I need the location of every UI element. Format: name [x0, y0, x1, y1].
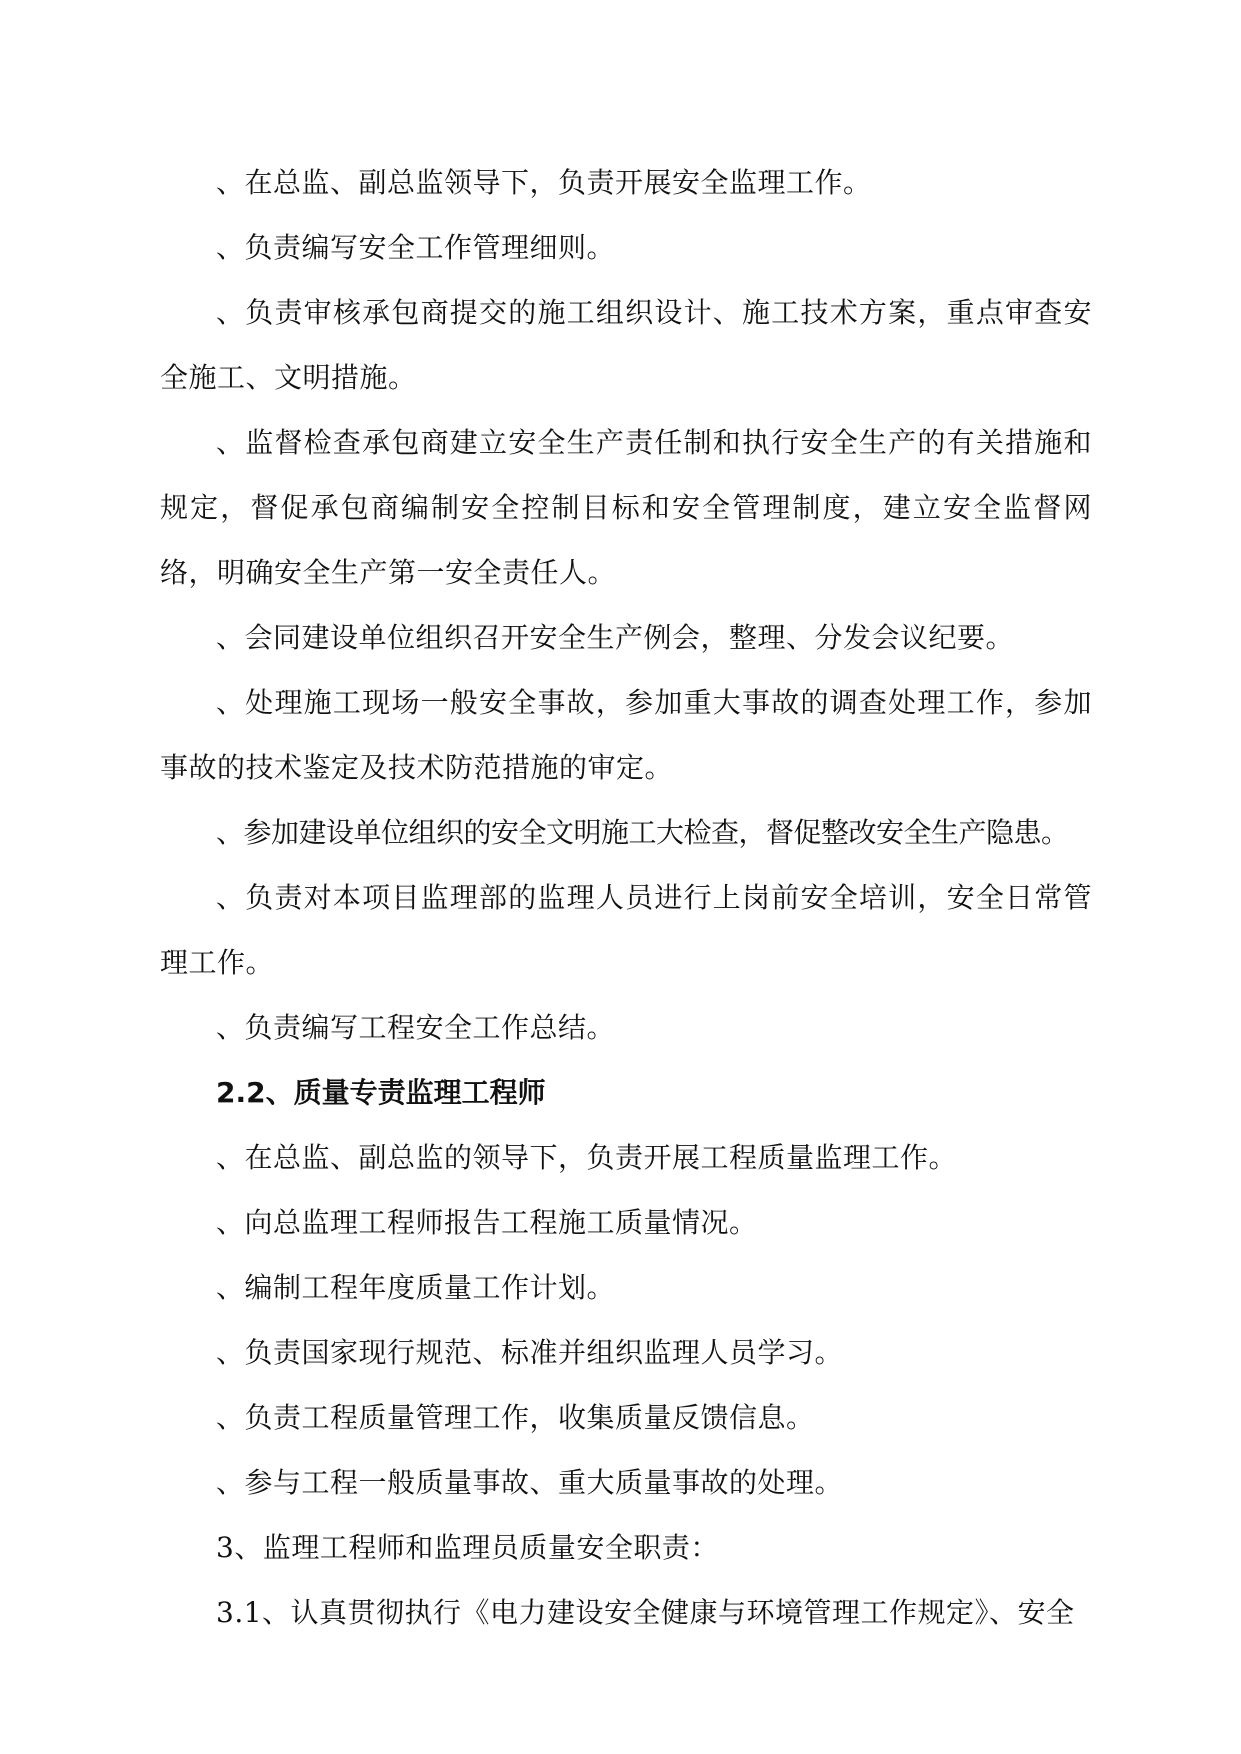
quality-duty-paragraph: 、负责工程质量管理工作，收集质量反馈信息。 — [216, 1401, 815, 1434]
safety-duty-paragraph: 、会同建设单位组织召开安全生产例会，整理、分发会议纪要。 — [216, 621, 1015, 654]
safety-duty-paragraph: 、负责审核承包商提交的施工组织设计、施工技术方案，重点审查安全施工、文明措施。 — [160, 296, 1092, 394]
safety-duty-paragraph: 、负责编写工程安全工作总结。 — [216, 1011, 616, 1044]
safety-duty-paragraph: 、负责编写安全工作管理细则。 — [216, 231, 616, 264]
safety-duty-paragraph: 、负责对本项目监理部的监理人员进行上岗前安全培训，安全日常管理工作。 — [160, 881, 1092, 979]
safety-duty-paragraph: 、在总监、副总监领导下，负责开展安全监理工作。 — [216, 166, 872, 199]
safety-duty-paragraph: 、参加建设单位组织的安全文明施工大检查，督促整改安全生产隐患。 — [216, 816, 1069, 849]
quality-duty-paragraph: 、编制工程年度质量工作计划。 — [216, 1271, 616, 1304]
safety-duty-paragraph: 、监督检查承包商建立安全生产责任制和执行安全生产的有关措施和规定，督促承包商编制安全控制目标和安全管理制度，建立安全监督网络，明确安全生产第一安全责任人。 — [160, 426, 1092, 589]
section-heading-engineer-duties: 3、监理工程师和监理员质量安全职责： — [216, 1531, 719, 1564]
section-heading-quality-engineer: 2.2、质量专责监理工程师 — [216, 1076, 546, 1109]
quality-duty-paragraph: 、在总监、副总监的领导下，负责开展工程质量监理工作。 — [216, 1141, 958, 1174]
section-3-1-paragraph: 3.1、认真贯彻执行《电力建设安全健康与环境管理工作规定》、安全 — [216, 1596, 1075, 1629]
safety-duty-paragraph: 、处理施工现场一般安全事故，参加重大事故的调查处理工作，参加事故的技术鉴定及技术防范措施的审定。 — [160, 686, 1092, 784]
quality-duty-paragraph: 、向总监理工程师报告工程施工质量情况。 — [216, 1206, 758, 1239]
document-body — [160, 150, 1092, 1645]
quality-duty-paragraph: 、参与工程一般质量事故、重大质量事故的处理。 — [216, 1466, 844, 1499]
quality-duty-paragraph: 、负责国家现行规范、标准并组织监理人员学习。 — [216, 1336, 844, 1369]
